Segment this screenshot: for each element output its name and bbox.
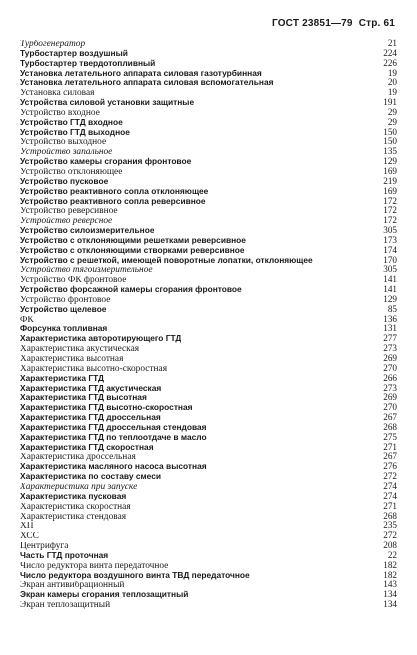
entry-term: Устройство ГТД выходное	[20, 127, 130, 137]
entry-page: 129	[383, 156, 397, 167]
index-entry	[20, 462, 397, 472]
index-entry	[20, 305, 397, 315]
entry-term: Устройство силоизмерительное	[20, 226, 155, 236]
entry-page: 170	[383, 254, 397, 265]
index-entry	[20, 177, 397, 187]
entry-page: 191	[383, 97, 397, 108]
entry-term: Экран камеры сгорания теплозащитный	[20, 590, 189, 600]
entry-term: Устройство выходное	[20, 138, 107, 148]
index-entry	[20, 137, 397, 147]
index-entry	[20, 69, 397, 79]
entry-page: 22	[387, 549, 397, 560]
entry-page: 226	[383, 57, 397, 68]
entry-page: 269	[383, 392, 397, 403]
entry-page: 272	[383, 471, 397, 482]
index-entry	[20, 236, 397, 246]
entry-term: Характеристика ГТД скоростная	[20, 442, 154, 452]
entry-page: 182	[383, 569, 397, 580]
index-entry	[20, 206, 397, 216]
index-entry	[20, 374, 397, 384]
index-entry	[20, 393, 397, 403]
entry-term: Характеристика при запуске	[20, 482, 138, 492]
entry-page: 172	[383, 215, 397, 226]
entry-page: 150	[383, 126, 397, 137]
entry-term: Устройство отклоняющее	[20, 167, 123, 177]
entry-page: 277	[383, 333, 397, 344]
index-entry	[20, 315, 397, 325]
entry-term: Устройство запальное	[20, 148, 113, 158]
entry-term: Характеристика ГТД высотно-скоростная	[20, 403, 193, 413]
page-number: Стр. 61	[358, 18, 395, 29]
entry-term: Характеристика скоростная	[20, 502, 131, 512]
entry-page: 20	[387, 77, 397, 88]
entry-page: 172	[383, 205, 397, 216]
entry-page: 29	[387, 116, 397, 127]
index-entry	[20, 197, 397, 207]
index-entry	[20, 226, 397, 236]
index-entry	[20, 443, 397, 453]
entry-term: Характеристика ГТД	[20, 373, 104, 383]
entry-term: Устройство фронтовое	[20, 295, 111, 305]
entry-page: 150	[383, 136, 397, 147]
entry-term: Центрифуга	[20, 542, 69, 552]
index-entry	[20, 108, 397, 118]
entry-term: Характеристика ГТД высотная	[20, 393, 147, 403]
entry-page: 21	[387, 38, 397, 48]
entry-term: Установка летательного аппарата силовая газотурбинная	[20, 68, 262, 78]
entry-page: 169	[383, 185, 397, 196]
entry-page: 172	[383, 195, 397, 206]
index-entry	[20, 512, 397, 522]
entry-page: 141	[383, 284, 397, 295]
index-entry	[20, 216, 397, 226]
entry-term: Характеристика ГТД дроссельная	[20, 413, 161, 423]
entry-page: 135	[383, 146, 397, 157]
entry-page: 19	[387, 67, 397, 78]
index-entry	[20, 118, 397, 128]
index-entry	[20, 285, 397, 295]
entry-term: Устройство входное	[20, 108, 100, 118]
entry-term: Устройство щелевое	[20, 304, 107, 314]
entry-page: 273	[383, 343, 397, 354]
entry-page: 29	[387, 106, 397, 117]
index-entry	[20, 354, 397, 364]
index-entry	[20, 265, 397, 275]
entry-term: Характеристика масляного насоса высотная	[20, 462, 207, 472]
entry-term: Характеристика высотно-скоростная	[20, 364, 168, 374]
entry-page: 19	[387, 87, 397, 98]
index-entry	[20, 403, 397, 413]
index-entry	[20, 49, 397, 59]
entry-term: Характеристика ГТД дроссельная стендовая	[20, 422, 207, 432]
index-entry	[20, 492, 397, 502]
index-entry	[20, 472, 397, 482]
entry-term: Характеристика по составу смеси	[20, 472, 162, 482]
entry-page: 267	[383, 412, 397, 423]
entry-page: 270	[383, 402, 397, 413]
entry-page: 272	[383, 530, 397, 541]
entry-page: 269	[383, 353, 397, 363]
index-entry	[20, 600, 397, 610]
entry-term: Устройство пусковое	[20, 176, 109, 186]
index-entry	[20, 521, 397, 531]
index-list	[20, 39, 397, 610]
index-entry	[20, 364, 397, 374]
entry-page: 268	[383, 510, 397, 521]
index-entry	[20, 433, 397, 443]
entry-term: Форсунка топливная	[20, 324, 108, 334]
entry-page: 276	[383, 461, 397, 472]
entry-term: Характеристика высотная	[20, 355, 124, 364]
index-entry	[20, 580, 397, 590]
entry-page: 129	[383, 293, 397, 304]
index-entry	[20, 59, 397, 69]
entry-term: Устройство реактивного сопла отклоняющее	[20, 186, 209, 196]
entry-term: Характеристика ГТД акустическая	[20, 383, 162, 393]
entry-term: Экран теплозащитный	[20, 601, 111, 611]
entry-page: 182	[383, 559, 397, 570]
entry-term: ФК	[20, 315, 34, 325]
entry-term: Характеристика авторотирующего ГТД	[20, 334, 182, 344]
index-entry	[20, 275, 397, 285]
index-entry	[20, 128, 397, 138]
index-entry	[20, 295, 397, 305]
entry-term: Устройство ГТД входное	[20, 117, 123, 127]
index-entry	[20, 157, 397, 167]
index-entry	[20, 98, 397, 108]
entry-page: 134	[383, 589, 397, 600]
entry-page: 131	[383, 323, 397, 334]
index-entry	[20, 39, 397, 49]
index-entry	[20, 167, 397, 177]
entry-page: 267	[383, 451, 397, 462]
entry-term: Характеристика акустическая	[20, 345, 140, 355]
index-entry	[20, 147, 397, 157]
entry-page: 134	[383, 599, 397, 610]
entry-page: 305	[383, 264, 397, 275]
index-entry	[20, 482, 397, 492]
entry-page: 219	[383, 175, 397, 186]
entry-page: 85	[387, 303, 397, 314]
entry-term: Устройство с отклоняющими створками реверсивное	[20, 245, 245, 255]
entry-term: Характеристика дроссельная	[20, 453, 136, 463]
index-entry	[20, 531, 397, 541]
entry-page: 271	[383, 441, 397, 452]
index-entry	[20, 187, 397, 197]
entry-page: 273	[383, 382, 397, 393]
index-entry	[20, 541, 397, 551]
entry-term: Устройство форсажной камеры сгорания фронтовое	[20, 285, 242, 295]
entry-term: Характеристика ГТД по теплоотдаче в масло	[20, 432, 207, 442]
index-entry	[20, 88, 397, 98]
entry-term: Турбогенератор	[20, 40, 86, 49]
index-entry	[20, 452, 397, 462]
entry-page: 169	[383, 165, 397, 176]
entry-term: Устройство камеры сгорания фронтовое	[20, 157, 192, 167]
entry-page: 305	[383, 225, 397, 236]
entry-page: 141	[383, 274, 397, 285]
entry-term: Характеристика пусковая	[20, 491, 127, 501]
entry-term: Устройство реверсивное	[20, 207, 118, 217]
entry-term: Установка силовая	[20, 89, 95, 99]
index-entry	[20, 571, 397, 581]
entry-term: Устройство реактивного сопла реверсивное	[20, 196, 206, 206]
entry-term: Устройство тягоизмерительное	[20, 266, 153, 276]
entry-page: 271	[383, 500, 397, 511]
index-entry	[20, 413, 397, 423]
index-entry	[20, 423, 397, 433]
entry-page: 174	[383, 244, 397, 255]
entry-page: 275	[383, 431, 397, 442]
page-header	[272, 18, 395, 29]
entry-page: 274	[383, 480, 397, 491]
entry-page: 173	[383, 234, 397, 245]
index-entry	[20, 324, 397, 334]
entry-term: Устройства силовой установки защитные	[20, 98, 195, 108]
index-entry	[20, 256, 397, 266]
index-entry	[20, 502, 397, 512]
entry-term: Часть ГТД проточная	[20, 550, 109, 560]
entry-term: Устройство с решеткой, имеющей поворотные лопатки, отклоняющее	[20, 255, 313, 265]
entry-page: 224	[383, 47, 397, 58]
entry-term: Устройство с отклоняющими решетками реверсивное	[20, 235, 246, 245]
entry-page: 235	[383, 520, 397, 531]
index-entry	[20, 561, 397, 571]
entry-page: 274	[383, 490, 397, 501]
index-entry	[20, 590, 397, 600]
index-entry	[20, 78, 397, 88]
entry-term: Число редуктора винта передаточное	[20, 561, 169, 571]
entry-term: Характеристика стендовая	[20, 512, 127, 522]
entry-term: Экран антивибрационный	[20, 581, 125, 591]
entry-term: Установка летательного аппарата силовая вспомогательная	[20, 78, 274, 88]
index-entry	[20, 344, 397, 354]
entry-term: ХСС	[20, 532, 39, 542]
entry-page: 268	[383, 421, 397, 432]
entry-page: 270	[383, 362, 397, 373]
entry-page: 266	[383, 372, 397, 383]
index-entry	[20, 384, 397, 394]
entry-page: 208	[383, 540, 397, 551]
index-entry	[20, 334, 397, 344]
entry-term: Число редуктора воздушного винта ТВД передаточное	[20, 570, 250, 580]
index-entry	[20, 246, 397, 256]
entry-page: 143	[383, 579, 397, 590]
entry-term: ХП	[20, 522, 34, 532]
entry-term: Турбостартер твердотопливный	[20, 58, 156, 68]
standard-number: ГОСТ 23851—79	[271, 18, 353, 29]
entry-term: Устройство ФК фронтовое	[20, 276, 127, 286]
entry-page: 136	[383, 313, 397, 324]
entry-term: Турбостартер воздушный	[20, 48, 128, 58]
index-entry	[20, 551, 397, 561]
entry-term: Устройство реверсное	[20, 217, 113, 227]
